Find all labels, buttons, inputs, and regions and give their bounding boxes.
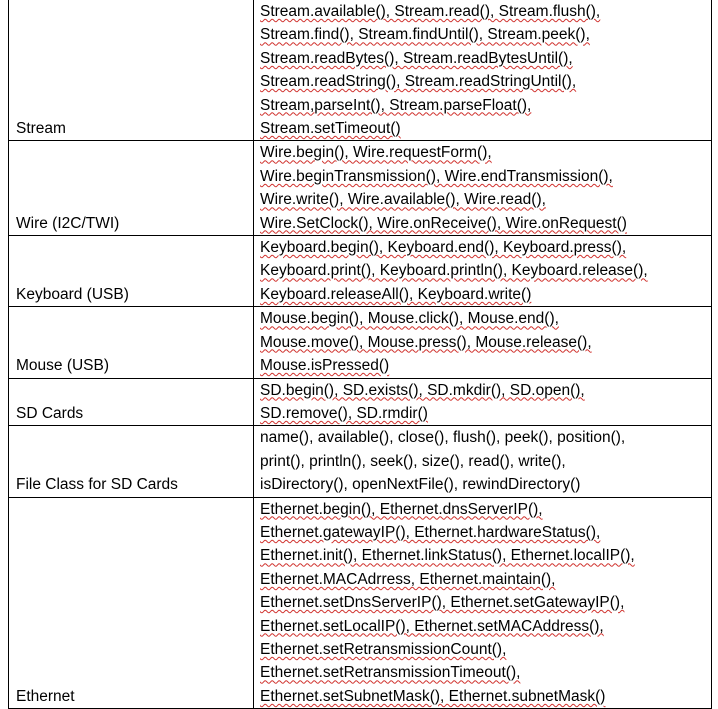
function-line: Wire.write(), Wire.available(), Wire.read(), — [260, 191, 546, 209]
category-label: Ethernet — [16, 687, 75, 705]
category-cell — [9, 0, 254, 141]
function-line: Mouse.move(), Mouse.press(), Mouse.release(), — [260, 333, 592, 351]
category-label: Stream — [16, 120, 66, 138]
function-line: Keyboard.releaseAll(), Keyboard.write() — [260, 285, 532, 303]
category-label: Keyboard (USB) — [16, 285, 129, 303]
function-line: Ethernet.init(), Ethernet.linkStatus(), Ethernet.localIP(), — [260, 547, 635, 565]
category-label: File Class for SD Cards — [16, 476, 178, 494]
function-line: Ethernet.gatewayIP(), Ethernet.hardwareStatus(), — [260, 523, 601, 541]
function-line: Ethernet.setRetransmissionCount(), — [260, 640, 507, 658]
function-line: Wire.SetClock(), Wire.onReceive(), Wire.onRequest() — [260, 214, 627, 232]
category-cell — [9, 378, 254, 426]
category-cell — [9, 426, 254, 497]
table-row-ethernet — [9, 497, 712, 709]
function-line: Ethernet.setDnsServerIP(), Ethernet.setGatewayIP(), — [260, 594, 625, 612]
functions-cell — [254, 0, 712, 141]
function-line: isDirectory(), openNextFile(), rewindDirectory() — [260, 476, 581, 494]
function-line: Mouse.isPressed() — [260, 357, 390, 375]
function-line: Stream,parseInt(), Stream.parseFloat(), — [260, 96, 532, 114]
category-cell — [9, 497, 254, 709]
function-line: Stream.setTimeout() — [260, 120, 401, 138]
category-label: SD Cards — [16, 404, 84, 422]
category-cell — [9, 236, 254, 307]
table-row-wire — [9, 141, 712, 236]
function-line: Stream.available(), Stream.read(), Stream.flush(), — [260, 3, 601, 20]
function-line: Mouse.begin(), Mouse.click(), Mouse.end(), — [260, 310, 559, 328]
function-line: print(), println(), seek(), size(), read(), write(), — [260, 452, 566, 470]
function-line: Ethernet.MACAdrress, Ethernet.maintain(), — [260, 570, 556, 588]
function-line: Stream.find(), Stream.findUntil(), Stream.peek(), — [260, 26, 590, 44]
functions-cell — [254, 141, 712, 236]
function-line: name(), available(), close(), flush(), peek(), position(), — [260, 429, 626, 447]
function-line: SD.remove(), SD.rmdir() — [260, 404, 428, 422]
function-line: Wire.begin(), Wire.requestForm(), — [260, 144, 492, 162]
function-line: Ethernet.setRetransmissionTimeout(), — [260, 664, 521, 682]
function-line: Stream.readBytes(), Stream.readBytesUntil(), — [260, 49, 573, 67]
functions-cell — [254, 307, 712, 378]
table-row-file-class — [9, 426, 712, 497]
category-cell — [9, 141, 254, 236]
function-line: Keyboard.print(), Keyboard.println(), Keyboard.release(), — [260, 262, 648, 280]
category-label: Mouse (USB) — [16, 357, 110, 375]
functions-cell — [254, 426, 712, 497]
category-cell — [9, 307, 254, 378]
table-row-sd-cards — [9, 378, 712, 426]
function-line: Ethernet.begin(), Ethernet.dnsServerIP(), — [260, 500, 543, 518]
library-functions-table — [8, 0, 712, 709]
function-line: Stream.readString(), Stream.readStringUntil(), — [260, 73, 577, 91]
function-line: Ethernet.setLocalIP(), Ethernet.setMACAddress(), — [260, 617, 604, 635]
table-row-keyboard — [9, 236, 712, 307]
functions-cell — [254, 497, 712, 709]
category-label: Wire (I2C/TWI) — [16, 214, 120, 232]
table-row-stream — [9, 0, 712, 141]
function-line: Wire.beginTransmission(), Wire.endTransmission(), — [260, 167, 613, 185]
functions-cell — [254, 378, 712, 426]
functions-cell — [254, 236, 712, 307]
function-line: Keyboard.begin(), Keyboard.end(), Keyboard.press(), — [260, 239, 627, 257]
function-line: SD.begin(), SD.exists(), SD.mkdir(), SD.open(), — [260, 381, 585, 399]
table-row-mouse — [9, 307, 712, 378]
function-line: Ethernet.setSubnetMask(), Ethernet.subnetMask() — [260, 687, 606, 705]
table-body — [9, 0, 712, 709]
